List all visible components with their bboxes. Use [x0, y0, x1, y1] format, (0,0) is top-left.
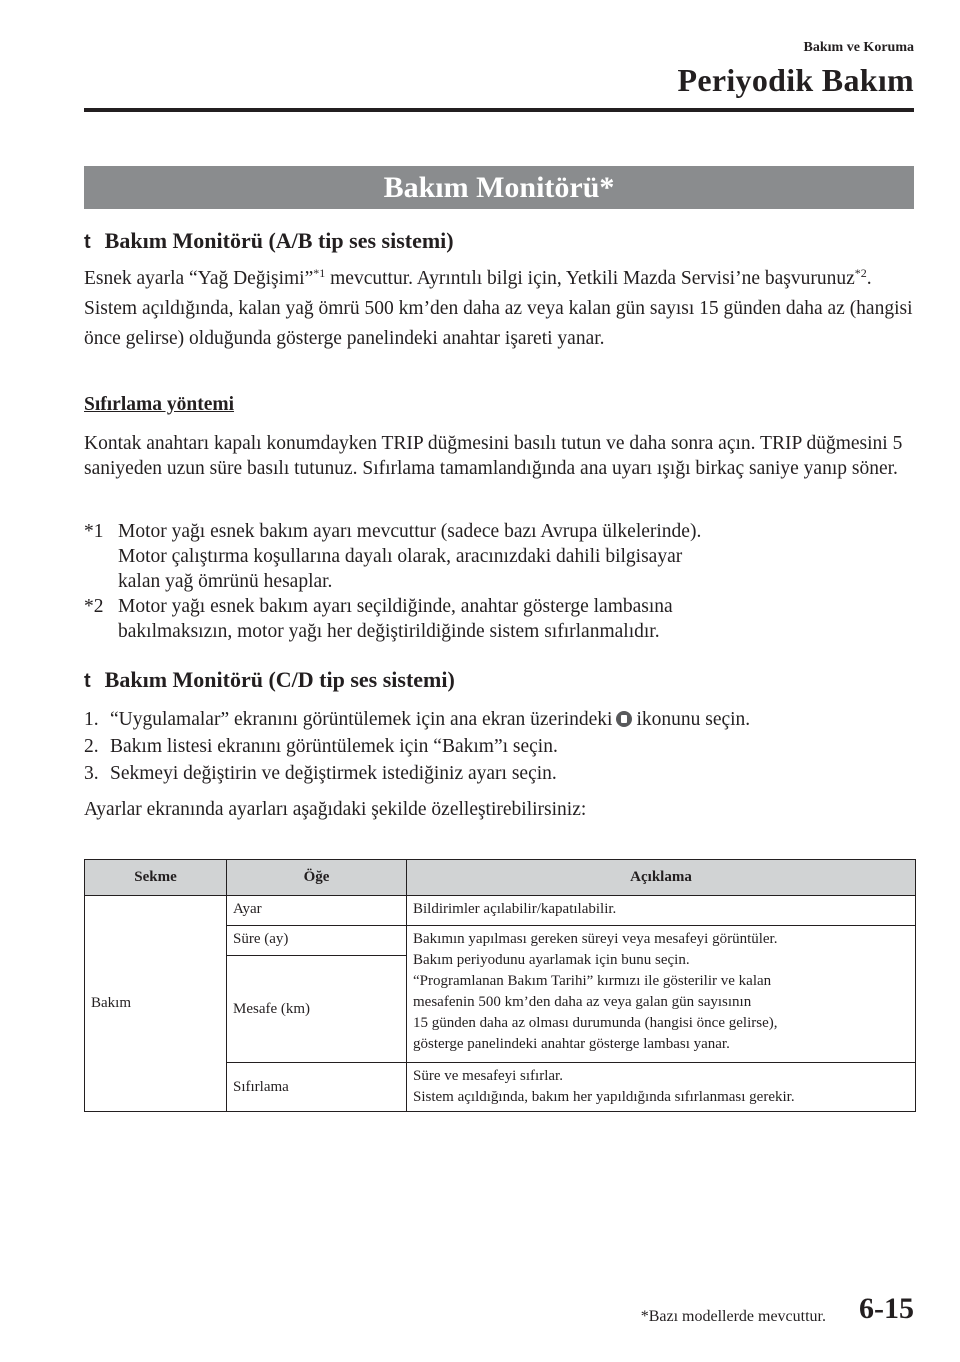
- table-header-cell: Açıklama: [407, 860, 916, 896]
- reset-title-text: Sıfırlama yöntemi: [84, 394, 235, 415]
- step-text: Sekmeyi değiştirin ve değiştirmek istediğiniz ayarı seçin.: [110, 763, 557, 784]
- header-rule: [84, 108, 914, 112]
- table-cell-desc: [407, 1063, 916, 1112]
- step-3: [84, 760, 914, 787]
- footnote-1: [84, 519, 914, 594]
- section-bullet-icon: t: [84, 670, 91, 692]
- step-number: 3.: [84, 763, 99, 784]
- footnote-ref-1: *1: [313, 266, 326, 280]
- section2-heading-text: Bakım Monitörü (C/D tip ses sistemi): [104, 667, 455, 692]
- step-text: Bakım listesi ekranını görüntülemek için “Bakım”ı seçin.: [110, 736, 558, 757]
- closing-text: Ayarlar ekranında ayarları aşağıdaki şekilde özelleştirebilirsiniz:: [84, 799, 587, 820]
- para-text: mevcuttur. Ayrıntılı bilgi için, Yetkili Mazda Servisi’ne başvurunuz: [325, 268, 855, 289]
- footnote-mark: *1: [84, 521, 104, 542]
- desc-line: Bakımın yapılması gereken süreyi veya mesafeyi görüntüler.: [413, 931, 778, 947]
- footnote-2: [84, 594, 914, 644]
- desc-line: gösterge panelindeki anahtar gösterge lambası yanar.: [413, 1036, 730, 1052]
- section1-heading-text: Bakım Monitörü (A/B tip ses sistemi): [104, 228, 454, 253]
- step-number: 2.: [84, 736, 99, 757]
- desc-line: Süre ve mesafeyi sıfırlar.: [413, 1068, 563, 1084]
- desc-line: mesafenin 500 km’den daha az veya galan gün sayısının: [413, 994, 752, 1010]
- header-category: Bakım ve Koruma: [803, 40, 914, 55]
- settings-table: [84, 859, 916, 1112]
- reset-text: Kontak anahtarı kapalı konumdayken TRIP düğmesini basılı tutun ve daha sonra açın. TRIP düğmesini 5 saniyeden uzun süre basılı tutunuz. Sıfırlama tamamlandığında ana uyarı ışığı birkaç saniye yanıp söner.: [84, 433, 903, 479]
- section1-heading: [84, 228, 454, 254]
- step-text-b: ikonunu seçin.: [636, 709, 751, 730]
- step-number: 1.: [84, 709, 99, 730]
- reset-title: [84, 390, 914, 420]
- step-text-a: “Uygulamalar” ekranını görüntülemek için ana ekran üzerindeki: [110, 709, 613, 730]
- footnote-line: Motor çalıştırma koşullarına dayalı olarak, aracınızdaki dahili bilgisayar: [118, 546, 683, 567]
- desc-line: “Programlanan Bakım Tarihi” kırmızı ile gösterilir ve kalan: [413, 973, 772, 989]
- table-header-row: [85, 860, 916, 896]
- page-number: 6-15: [859, 1292, 914, 1325]
- table-cell-item: Sıfırlama: [227, 1063, 407, 1112]
- footnote-ref-2: *2: [854, 266, 867, 280]
- footnote-mark: *2: [84, 596, 104, 617]
- footer-note: *Bazı modellerde mevcuttur.: [640, 1308, 826, 1325]
- footnote-line: Motor yağı esnek bakım ayarı mevcuttur (sadece bazı Avrupa ülkelerinde).: [118, 521, 702, 542]
- step-1: [84, 706, 914, 733]
- header-title: Periyodik Bakım: [677, 62, 914, 98]
- table-header-cell: Sekme: [85, 860, 227, 896]
- table-cell-desc: Bildirimler açılabilir/kapatılabilir.: [407, 896, 916, 926]
- section-bullet-icon: t: [84, 231, 91, 253]
- table-row: [85, 896, 916, 926]
- table-header-cell: Öğe: [227, 860, 407, 896]
- table-cell-item: Süre (ay): [227, 926, 407, 956]
- table-cell-item: Ayar: [227, 896, 407, 926]
- section1-paragraph: [84, 264, 914, 354]
- footnote-line: bakılmaksızın, motor yağı her değiştirildiğinde sistem sıfırlanmalıdır.: [118, 621, 660, 642]
- desc-line: Bakım periyodunu ayarlamak için bunu seçin.: [413, 952, 690, 968]
- step-2: [84, 733, 914, 760]
- table-cell-tab: Bakım: [85, 896, 227, 1112]
- desc-line: Sistem açıldığında, bakım her yapıldığında sıfırlanması gerekir.: [413, 1089, 795, 1105]
- section-banner: Bakım Monitörü*: [84, 166, 914, 209]
- table-cell-item: Mesafe (km): [227, 956, 407, 1063]
- section2-heading: [84, 667, 455, 693]
- table-cell-desc: [407, 926, 916, 1063]
- desc-line: 15 günden daha az olması durumunda (hangisi önce gelirse),: [413, 1015, 778, 1031]
- applications-icon: [616, 711, 632, 727]
- para-text: Esnek ayarla “Yağ Değişimi”: [84, 268, 314, 289]
- footnote-line: Motor yağı esnek bakım ayarı seçildiğinde, anahtar gösterge lambasına: [118, 596, 673, 617]
- step-text: [110, 706, 750, 733]
- para-text: . Sistem açıldığında, kalan yağ ömrü 500 km’den daha az veya kalan gün sayısı 15 günden daha az (hangisi önce gelirse) olduğunda gösterge panelindeki anahtar işareti yanar.: [84, 268, 913, 349]
- footnote-line: kalan yağ ömrünü hesaplar.: [118, 571, 333, 592]
